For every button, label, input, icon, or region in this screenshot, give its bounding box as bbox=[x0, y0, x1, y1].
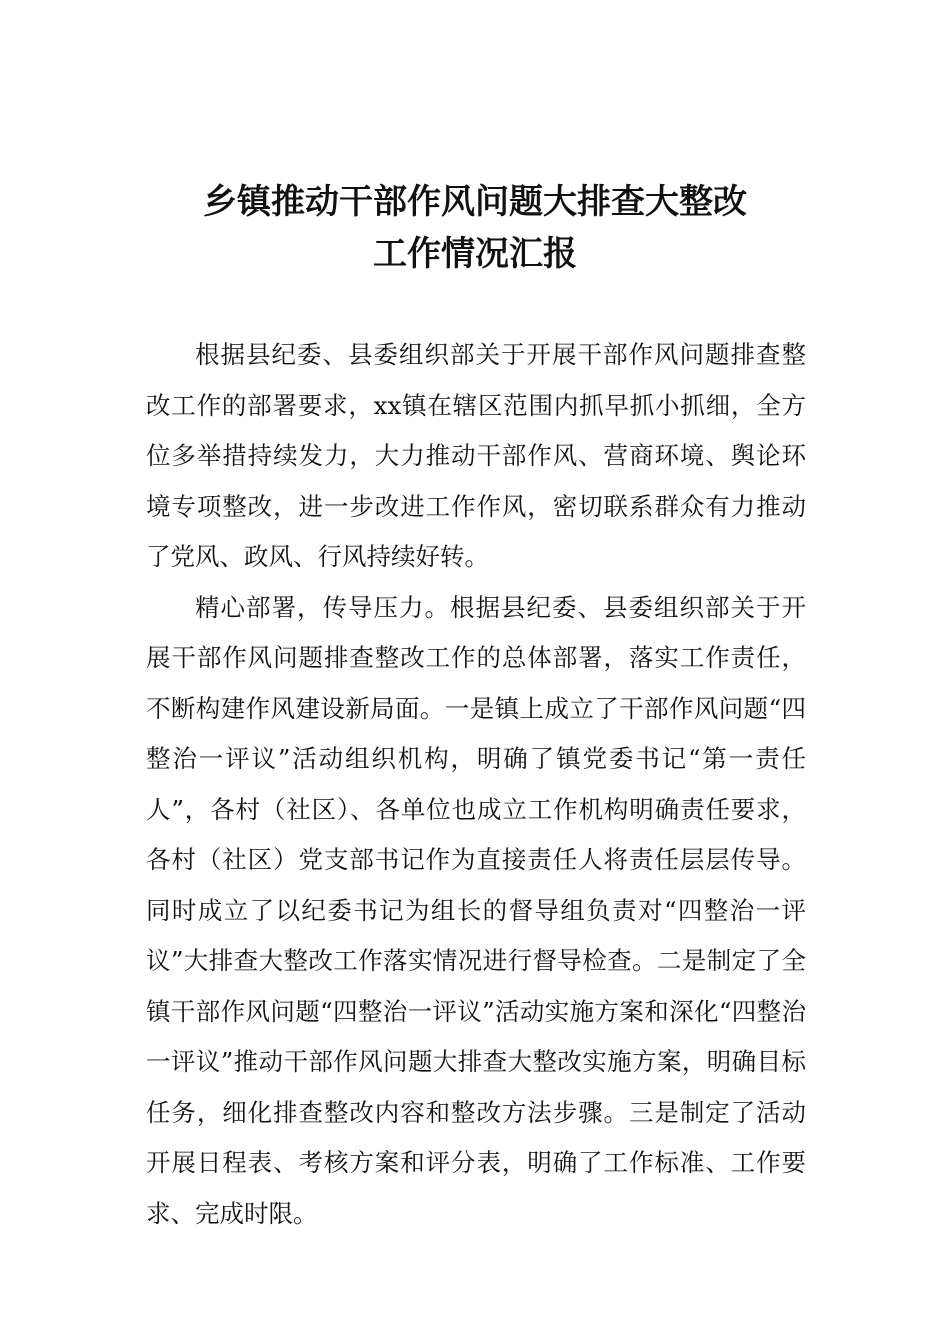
document-body bbox=[146, 330, 806, 1239]
title-line-1: 乡镇推动干部作风问题大排查大整改 bbox=[203, 182, 747, 222]
paragraph-deployment: 精心部署，传导压力。根据县纪委、县委组织部关于开展干部作风问题排查整改工作的总体部署，落实工作责任，不断构建作风建设新局面。一是镇上成立了干部作风问题“四整治一评议”活动组织机构，明确了镇党委书记“第一责任人”，各村（社区）、各单位也成立工作机构明确责任要求，各村（社区）党支部书记作为直接责任人将责任层层传导。同时成立了以纪委书记为组长的督导组负责对“四整治一评议”大排查大整改工作落实情况进行督导检查。二是制定了全镇干部作风问题“四整治一评议”活动实施方案和深化“四整治一评议”推动干部作风问题大排查大整改实施方案，明确目标任务，细化排查整改内容和整改方法步骤。三是制定了活动开展日程表、考核方案和评分表，明确了工作标准、工作要求、完成时限。 bbox=[146, 592, 806, 1228]
title-line-2: 工作情况汇报 bbox=[373, 234, 577, 274]
document-title bbox=[0, 176, 950, 280]
paragraph-intro: 根据县纪委、县委组织部关于开展干部作风问题排查整改工作的部署要求，xx镇在辖区范围内抓早抓小抓细，全方位多举措持续发力，大力推动干部作风、营商环境、舆论环境专项整改，进一步改进工作作风，密切联系群众有力推动了党风、政风、行风持续好转。 bbox=[146, 340, 806, 571]
